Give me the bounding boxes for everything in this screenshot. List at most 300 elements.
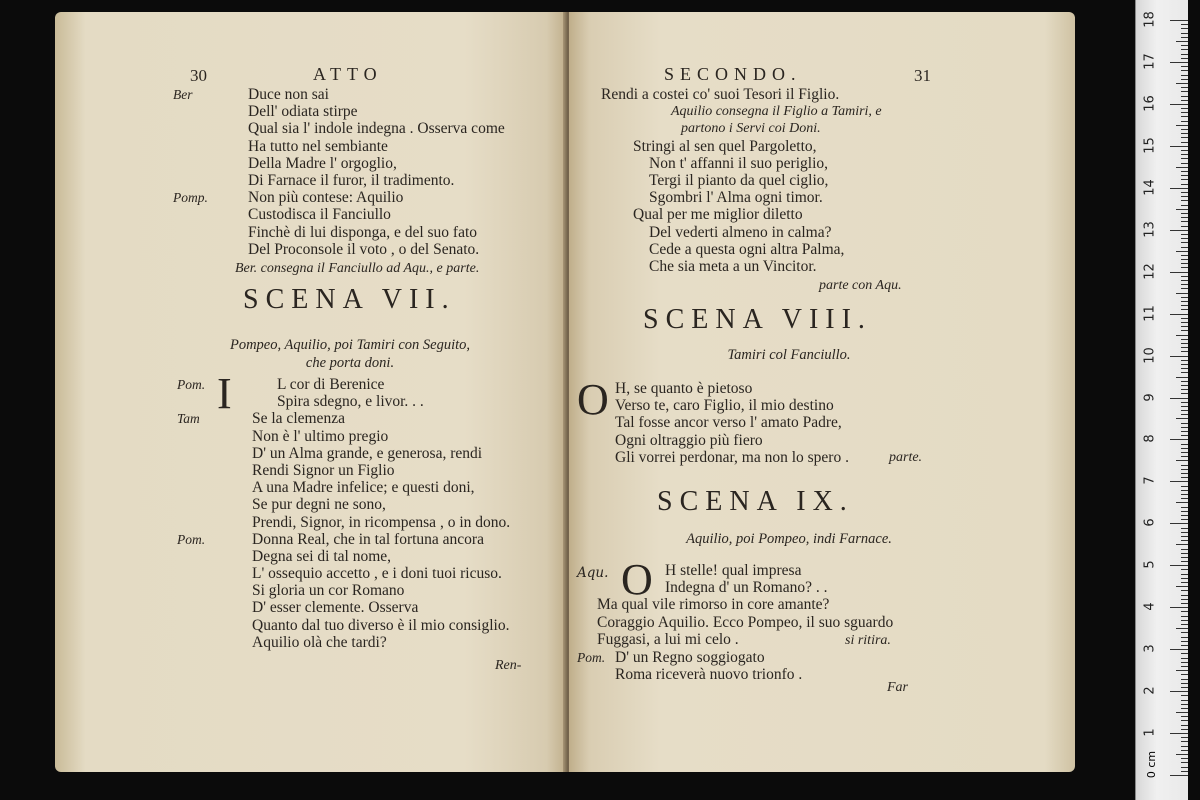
ruler-tick [1170, 314, 1188, 315]
ruler-tick [1181, 519, 1188, 520]
text-line: Fuggasi, a lui mi celo . [597, 630, 739, 648]
ruler-tick [1181, 196, 1188, 197]
ruler-tick [1181, 641, 1188, 642]
text-line [173, 103, 563, 120]
left-text-block-1 [173, 86, 563, 258]
ruler-tick [1181, 557, 1188, 558]
ruler-tick [1181, 456, 1188, 457]
running-head-right: SECONDO. [664, 64, 802, 84]
ruler-tick [1170, 104, 1188, 105]
scene-cast-viii: Tamiri col Fanciullo. [727, 347, 851, 363]
verse-text: Roma riceverà nuovo trionfo . [615, 666, 803, 684]
text-line: Che sia meta a un Vincitor. [649, 257, 817, 275]
stage-direction: Ber. consegna il Fanciullo ad Aqu., e parte. [235, 261, 480, 276]
ruler-tick [1181, 762, 1188, 763]
right-text-block-1 [601, 86, 1051, 275]
ruler-tick [1181, 330, 1188, 331]
text-line: Qual per me miglior diletto [633, 206, 803, 224]
verse-text: Spira sdegno, e livor. . . [277, 393, 424, 411]
ruler-tick [1170, 20, 1188, 21]
ruler-tick [1181, 343, 1188, 344]
ruler-tick [1181, 33, 1188, 34]
ruler-tick [1181, 758, 1188, 759]
ruler-tick [1181, 45, 1188, 46]
ruler-tick [1181, 595, 1188, 596]
text-line [173, 189, 563, 206]
ruler-tick [1181, 507, 1188, 508]
ruler-tick [1176, 125, 1188, 126]
ruler-tick [1181, 24, 1188, 25]
ruler-tick [1181, 536, 1188, 537]
verse-text: Non più contese: Aquilio [248, 189, 404, 207]
ruler-tick [1181, 532, 1188, 533]
ruler-tick [1181, 133, 1188, 134]
ruler-tick [1176, 544, 1188, 545]
ruler-tick [1181, 242, 1188, 243]
text-line [177, 376, 567, 393]
ruler-tick [1181, 448, 1188, 449]
text-line [173, 86, 563, 103]
ruler-tick [1176, 712, 1188, 713]
verse-text: Si gloria un cor Romano [252, 582, 405, 600]
ruler-tick [1181, 179, 1188, 180]
ruler-tick [1181, 221, 1188, 222]
speaker-label: Ber [173, 87, 193, 102]
page-number-left: 30 [190, 66, 207, 85]
ruler-tick [1181, 414, 1188, 415]
verse-text: Non è l' ultimo pregio [252, 427, 389, 445]
ruler-number: 1 [1142, 728, 1158, 737]
ruler-tick [1181, 91, 1188, 92]
ruler-tick [1181, 662, 1188, 663]
ruler-tick [1181, 603, 1188, 604]
ruler-number: 4 [1142, 602, 1158, 611]
ruler-tick [1181, 599, 1188, 600]
verse-text: Custodisca il Fanciullo [248, 206, 391, 224]
ruler-tick [1181, 234, 1188, 235]
ruler-tick [1176, 209, 1188, 210]
ruler-tick [1181, 347, 1188, 348]
ruler-tick [1176, 670, 1188, 671]
ruler-number: 10 [1142, 346, 1158, 364]
scene-heading-ix: SCENA IX. [657, 486, 854, 517]
ruler-tick [1181, 276, 1188, 277]
ruler-tick [1181, 238, 1188, 239]
ruler-tick [1181, 679, 1188, 680]
ruler-tick [1181, 137, 1188, 138]
verse-text: Di Farnace il furor, il tradimento. [248, 171, 455, 189]
ruler-tick [1181, 720, 1188, 721]
verse-text: Se la clemenza [252, 410, 345, 428]
ruler-tick [1181, 112, 1188, 113]
ruler-tick [1181, 716, 1188, 717]
ruler-tick [1181, 175, 1188, 176]
ruler-number: 16 [1142, 95, 1158, 112]
text-line [177, 617, 567, 634]
ruler-tick [1181, 368, 1188, 369]
text-line: Del vederti almeno in calma? [649, 223, 832, 241]
text-line [177, 428, 567, 445]
verse-text: D' esser clemente. Osserva [252, 599, 419, 617]
stage-direction: parte. [889, 450, 923, 465]
ruler-number: 5 [1142, 560, 1158, 569]
ruler-tick [1181, 322, 1188, 323]
ruler-tick [1181, 549, 1188, 550]
ruler-number: 3 [1142, 644, 1158, 653]
text-line: Ma qual vile rimorso in core amante? [597, 596, 830, 614]
catchword-right: Far [887, 680, 908, 695]
verse-text: Duce non sai [248, 86, 329, 103]
ruler-tick [1176, 293, 1188, 294]
ruler-tick [1181, 70, 1188, 71]
ruler-tick [1181, 309, 1188, 310]
ruler-number: 9 [1142, 392, 1158, 402]
text-line: Verso te, caro Figlio, il mio destino [615, 397, 834, 415]
drop-cap: O [577, 375, 609, 424]
ruler-tick [1181, 154, 1188, 155]
verse-text: L' ossequio accetto , e i doni tuoi ricuso. [252, 565, 502, 583]
text-line [177, 410, 567, 427]
ruler-tick [1181, 771, 1188, 772]
catchword-left: Ren- [495, 658, 522, 673]
verse-text: Qual sia l' indole indegna . Osserva come [248, 120, 505, 138]
verse-text: Finchè di lui disponga, e del suo fato [248, 223, 478, 241]
drop-cap: O [621, 555, 653, 604]
ruler-tick [1176, 586, 1188, 587]
ruler-tick [1181, 477, 1188, 478]
scene-heading-vii: SCENA VII. [243, 284, 456, 315]
text-line: Stringi al sen quel Pargoletto, [633, 137, 817, 155]
ruler-tick [1181, 66, 1188, 67]
ruler-tick [1176, 251, 1188, 252]
scene-cast-vii [165, 336, 535, 372]
speaker-label: Tam [177, 411, 200, 427]
verse-text: Quanto dal tuo diverso è il mio consiglio. [252, 616, 510, 634]
ruler-tick [1170, 607, 1188, 608]
ruler-tick [1176, 167, 1188, 168]
ruler-unit: 0 cm [1145, 750, 1159, 779]
text-line: Tal fosse ancor verso l' amato Padre, [615, 414, 842, 432]
ruler-tick [1181, 158, 1188, 159]
ruler-tick [1181, 515, 1188, 516]
verse-text: L cor di Berenice [277, 376, 385, 393]
text-line [173, 155, 563, 172]
text-line [173, 172, 563, 189]
ruler-tick [1181, 410, 1188, 411]
right-text-block-4 [577, 649, 1037, 683]
text-line [177, 565, 567, 582]
ruler-tick [1181, 58, 1188, 59]
ruler-tick [1170, 775, 1188, 776]
cast-line: che porta doni. [305, 355, 395, 371]
ruler-tick [1181, 578, 1188, 579]
ruler-tick [1170, 523, 1188, 524]
measurement-ruler [1135, 0, 1188, 800]
ruler-tick [1181, 326, 1188, 327]
ruler-tick [1181, 725, 1188, 726]
cast-line: Pompeo, Aquilio, poi Tamiri con Seguito, [229, 337, 471, 353]
ruler-tick [1181, 280, 1188, 281]
ruler-tick [1181, 653, 1188, 654]
ruler-tick [1181, 632, 1188, 633]
text-line: H, se quanto è pietoso [615, 380, 753, 397]
ruler-tick [1181, 402, 1188, 403]
page-number-right: 31 [914, 66, 931, 85]
ruler-tick [1181, 318, 1188, 319]
ruler-tick [1181, 658, 1188, 659]
ruler-tick [1181, 389, 1188, 390]
speaker-label: Pom. [577, 650, 606, 665]
ruler-number: 12 [1142, 262, 1158, 280]
ruler-tick [1181, 540, 1188, 541]
text-line [577, 649, 1037, 666]
text-line [173, 241, 563, 258]
verse-text: Rendi Signor un Figlio [252, 461, 395, 479]
text-line [177, 393, 567, 410]
ruler-tick [1181, 498, 1188, 499]
ruler-tick [1181, 490, 1188, 491]
ruler-tick [1181, 263, 1188, 264]
ruler-tick [1176, 377, 1188, 378]
ruler-tick [1176, 83, 1188, 84]
ruler-tick [1181, 750, 1188, 751]
ruler-tick [1170, 733, 1188, 734]
ruler-tick [1181, 741, 1188, 742]
text-line: Coraggio Aquilio. Ecco Pompeo, il suo sguardo [597, 613, 894, 631]
ruler-tick [1181, 79, 1188, 80]
running-head-left: ATTO [313, 64, 383, 84]
verse-text: D' un Alma grande, e generosa, rendi [252, 444, 483, 462]
ruler-tick [1181, 192, 1188, 193]
ruler-tick [1181, 469, 1188, 470]
open-book [55, 12, 1075, 772]
ruler-tick [1181, 473, 1188, 474]
scene-cast-ix: Aquilio, poi Pompeo, indi Farnace. [686, 531, 892, 547]
ruler-tick [1176, 460, 1188, 461]
text-line [177, 634, 567, 651]
ruler-tick [1181, 259, 1188, 260]
ruler-tick [1181, 616, 1188, 617]
ruler-tick [1181, 213, 1188, 214]
ruler-tick [1181, 372, 1188, 373]
text-line [177, 514, 567, 531]
ruler-tick [1176, 335, 1188, 336]
ruler-tick [1181, 561, 1188, 562]
verse-text: Ha tutto nel sembiante [248, 137, 388, 155]
ruler-tick [1181, 406, 1188, 407]
ruler-tick [1181, 729, 1188, 730]
ruler-tick [1181, 486, 1188, 487]
text-line [173, 206, 563, 223]
ruler-tick [1176, 418, 1188, 419]
ruler-tick [1170, 649, 1188, 650]
ruler-tick [1181, 737, 1188, 738]
ruler-tick [1170, 188, 1188, 189]
ruler-tick [1170, 439, 1188, 440]
text-line: Ogni oltraggio più fiero [615, 431, 763, 449]
ruler-tick [1181, 683, 1188, 684]
ruler-tick [1181, 674, 1188, 675]
ruler-tick [1181, 645, 1188, 646]
ruler-tick [1181, 129, 1188, 130]
ruler-tick [1181, 569, 1188, 570]
speaker-label: Pom. [177, 531, 206, 547]
text-line: Rendi a costei co' suoi Tesori il Figlio. [601, 86, 840, 103]
ruler-tick [1181, 423, 1188, 424]
ruler-tick [1181, 226, 1188, 227]
ruler-tick [1181, 54, 1188, 55]
ruler-tick [1181, 255, 1188, 256]
ruler-number: 6 [1142, 518, 1158, 527]
text-line [177, 496, 567, 513]
ruler-tick [1181, 87, 1188, 88]
verse-text: Dell' odiata stirpe [248, 103, 358, 121]
text-line [177, 462, 567, 479]
text-line: Gli vorrei perdonar, ma non lo spero . [615, 448, 849, 466]
ruler-tick [1181, 142, 1188, 143]
ruler-number: 8 [1142, 434, 1158, 444]
left-text-block-2 [177, 369, 567, 651]
ruler-tick [1181, 767, 1188, 768]
text-line [173, 224, 563, 241]
ruler-number: 7 [1142, 476, 1158, 486]
ruler-tick [1176, 502, 1188, 503]
ruler-tick [1170, 398, 1188, 399]
ruler-tick [1181, 427, 1188, 428]
ruler-tick [1181, 381, 1188, 382]
ruler-tick [1170, 691, 1188, 692]
ruler-tick [1181, 704, 1188, 705]
ruler-tick [1181, 582, 1188, 583]
ruler-tick [1181, 205, 1188, 206]
ruler-tick [1181, 611, 1188, 612]
ruler-tick [1181, 171, 1188, 172]
verse-text: Della Madre l' orgoglio, [248, 154, 397, 172]
ruler-tick [1181, 452, 1188, 453]
ruler-tick [1181, 301, 1188, 302]
ruler-tick [1181, 444, 1188, 445]
ruler-tick [1170, 565, 1188, 566]
ruler-tick [1181, 431, 1188, 432]
ruler-tick [1181, 288, 1188, 289]
ruler-tick [1181, 305, 1188, 306]
text-line [173, 138, 563, 155]
ruler-tick [1181, 339, 1188, 340]
ruler-tick [1181, 247, 1188, 248]
ruler-tick [1181, 184, 1188, 185]
text-line [177, 479, 567, 496]
verse-text: Se pur degni ne sono, [252, 496, 386, 514]
ruler-tick [1181, 494, 1188, 495]
ruler-tick [1181, 108, 1188, 109]
verse-text: A una Madre infelice; e questi doni, [252, 479, 475, 497]
ruler-tick [1181, 511, 1188, 512]
ruler-tick [1181, 620, 1188, 621]
ruler-tick [1181, 37, 1188, 38]
scene-heading-viii: SCENA VIII. [643, 304, 872, 335]
ruler-tick [1181, 200, 1188, 201]
text-line [177, 548, 567, 565]
ruler-tick [1181, 28, 1188, 29]
ruler-tick [1181, 574, 1188, 575]
ruler-tick [1181, 121, 1188, 122]
verse-text: D' un Regno soggiogato [615, 649, 765, 666]
ruler-tick [1181, 700, 1188, 701]
verse-text: Del Proconsole il voto , o del Senato. [248, 240, 480, 258]
ruler-tick [1181, 150, 1188, 151]
ruler-tick [1181, 465, 1188, 466]
ruler-tick [1181, 75, 1188, 76]
ruler-tick [1181, 385, 1188, 386]
ruler-number: 17 [1142, 53, 1158, 70]
ruler-tick [1181, 435, 1188, 436]
ruler-tick [1181, 96, 1188, 97]
ruler-tick [1181, 687, 1188, 688]
ruler-tick [1181, 49, 1188, 50]
ruler-tick [1176, 628, 1188, 629]
text-line [177, 582, 567, 599]
ruler-tick [1181, 284, 1188, 285]
ruler-number: 18 [1142, 11, 1158, 28]
ruler-tick [1170, 481, 1188, 482]
stage-direction: parte con Aqu. [819, 278, 902, 293]
drop-cap: I [217, 369, 232, 418]
verse-text: Aquilio olà che tardi? [252, 633, 387, 651]
ruler-tick [1170, 146, 1188, 147]
ruler-tick [1170, 230, 1188, 231]
ruler-tick [1170, 356, 1188, 357]
ruler-tick [1181, 695, 1188, 696]
speaker-label: Pom. [177, 377, 206, 392]
text-line [177, 531, 567, 548]
text-line [173, 120, 563, 137]
ruler-tick [1181, 297, 1188, 298]
left-page [55, 12, 567, 772]
text-line: Non t' affanni il suo periglio, [649, 154, 829, 172]
ruler-number: 2 [1142, 686, 1158, 695]
text-line: partono i Servi coi Doni. [681, 121, 821, 137]
ruler-tick [1176, 754, 1188, 755]
right-text-block-3 [597, 555, 1057, 648]
text-line: Indegna d' un Romano? . . [665, 579, 828, 597]
ruler-tick [1181, 637, 1188, 638]
ruler-number: 14 [1142, 179, 1158, 196]
ruler-tick [1181, 364, 1188, 365]
ruler-tick [1181, 351, 1188, 352]
verse-text: Prendi, Signor, in ricompensa , o in dono. [252, 513, 511, 531]
text-line: Tergi il pianto da quel ciglio, [649, 171, 829, 189]
text-line: Aquilio consegna il Figlio a Tamiri, e [671, 104, 882, 120]
ruler-tick [1170, 62, 1188, 63]
right-text-block-2 [615, 380, 1055, 466]
ruler-tick [1181, 217, 1188, 218]
ruler-tick [1181, 116, 1188, 117]
text-line [577, 666, 1037, 683]
ruler-number: 13 [1142, 220, 1158, 238]
right-page [569, 12, 1075, 772]
verse-text: Degna sei di tal nome, [252, 547, 392, 565]
ruler-tick [1181, 267, 1188, 268]
ruler-tick [1181, 708, 1188, 709]
stage-direction: si ritira. [845, 633, 891, 648]
text-line: H stelle! qual impresa [665, 562, 802, 579]
ruler-tick [1181, 746, 1188, 747]
ruler-number: 11 [1142, 304, 1158, 322]
ruler-number: 15 [1142, 137, 1158, 154]
verse-text: Donna Real, che in tal fortuna ancora [252, 530, 484, 548]
text-line [177, 445, 567, 462]
ruler-tick [1181, 553, 1188, 554]
